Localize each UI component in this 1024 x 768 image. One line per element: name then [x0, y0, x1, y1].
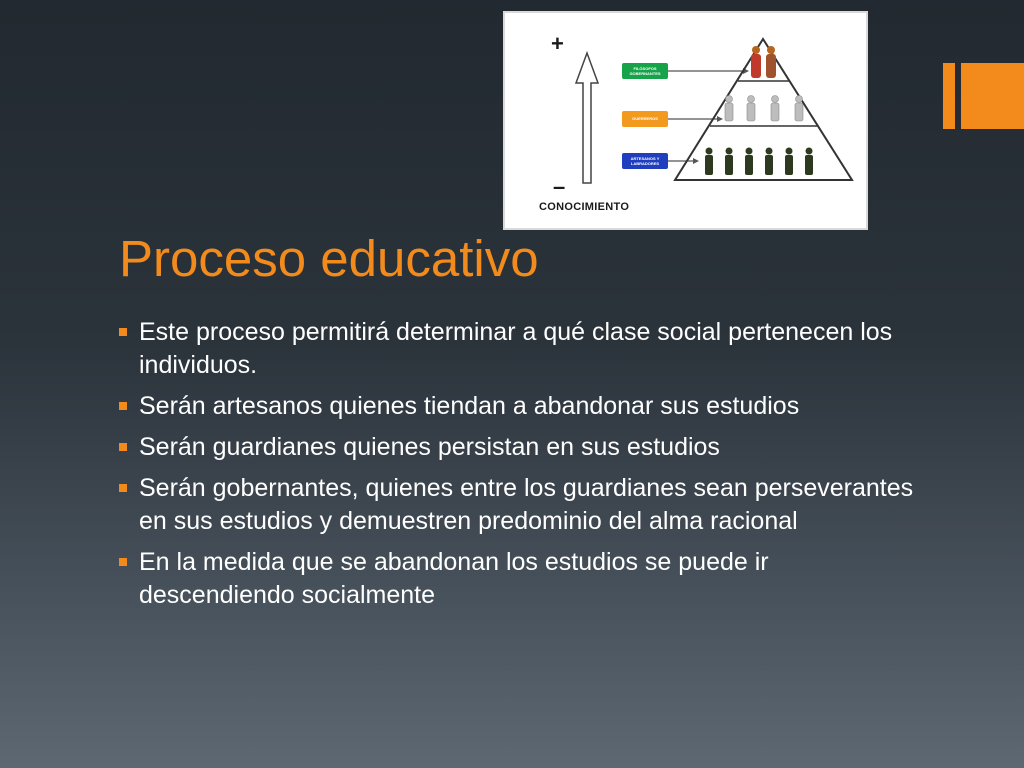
philosophers-figures-icon [751, 46, 776, 78]
bullet-text: Serán gobernantes, quienes entre los guardianes sean perseverantes en sus estudios y demuestren predominio del alma racional [139, 474, 914, 535]
tag-artisans: ARTESANOS Y LABRADORES [622, 153, 668, 169]
more-knowledge-label: + [551, 31, 564, 56]
bullet-square-icon [119, 328, 127, 336]
bullet-item [118, 546, 918, 612]
bullet-text: Serán artesanos quienes tiendan a abandonar sus estudios [139, 392, 800, 420]
bullet-square-icon [119, 443, 127, 451]
accent-bar-thin [943, 63, 955, 129]
bullet-item [118, 431, 918, 464]
bullet-square-icon [119, 558, 127, 566]
social-class-pyramid-image [503, 11, 868, 230]
knowledge-arrow-icon [576, 53, 598, 183]
bullet-square-icon [119, 402, 127, 410]
tag-guardians: GUERREROS [622, 111, 668, 127]
bullet-item [118, 316, 918, 382]
bullet-item [118, 472, 918, 538]
connector-arrowhead-middle [717, 116, 723, 122]
bullet-square-icon [119, 484, 127, 492]
bullet-text: En la medida que se abandonan los estudios se puede ir descendiendo socialmente [139, 548, 769, 609]
bullet-list [118, 316, 918, 620]
accent-bar-wide [961, 63, 1024, 129]
bullet-text: Serán guardianes quienes persistan en sus estudios [139, 433, 720, 461]
artisans-figures-icon [705, 148, 813, 176]
pyramid-outline [675, 39, 852, 180]
less-knowledge-label: – [553, 174, 566, 199]
tag-philosophers: FILÓSOFOS GOBERNANTES [622, 63, 668, 79]
guardians-figures-icon [725, 96, 803, 122]
bullet-item [118, 390, 918, 423]
knowledge-caption: CONOCIMIENTO [539, 201, 630, 213]
slide-title: Proceso educativo [119, 230, 539, 287]
bullet-text: Este proceso permitirá determinar a qué clase social pertenecen los individuos. [139, 318, 893, 379]
accent-mark [943, 63, 1024, 129]
connector-arrowhead-bottom [693, 158, 699, 164]
